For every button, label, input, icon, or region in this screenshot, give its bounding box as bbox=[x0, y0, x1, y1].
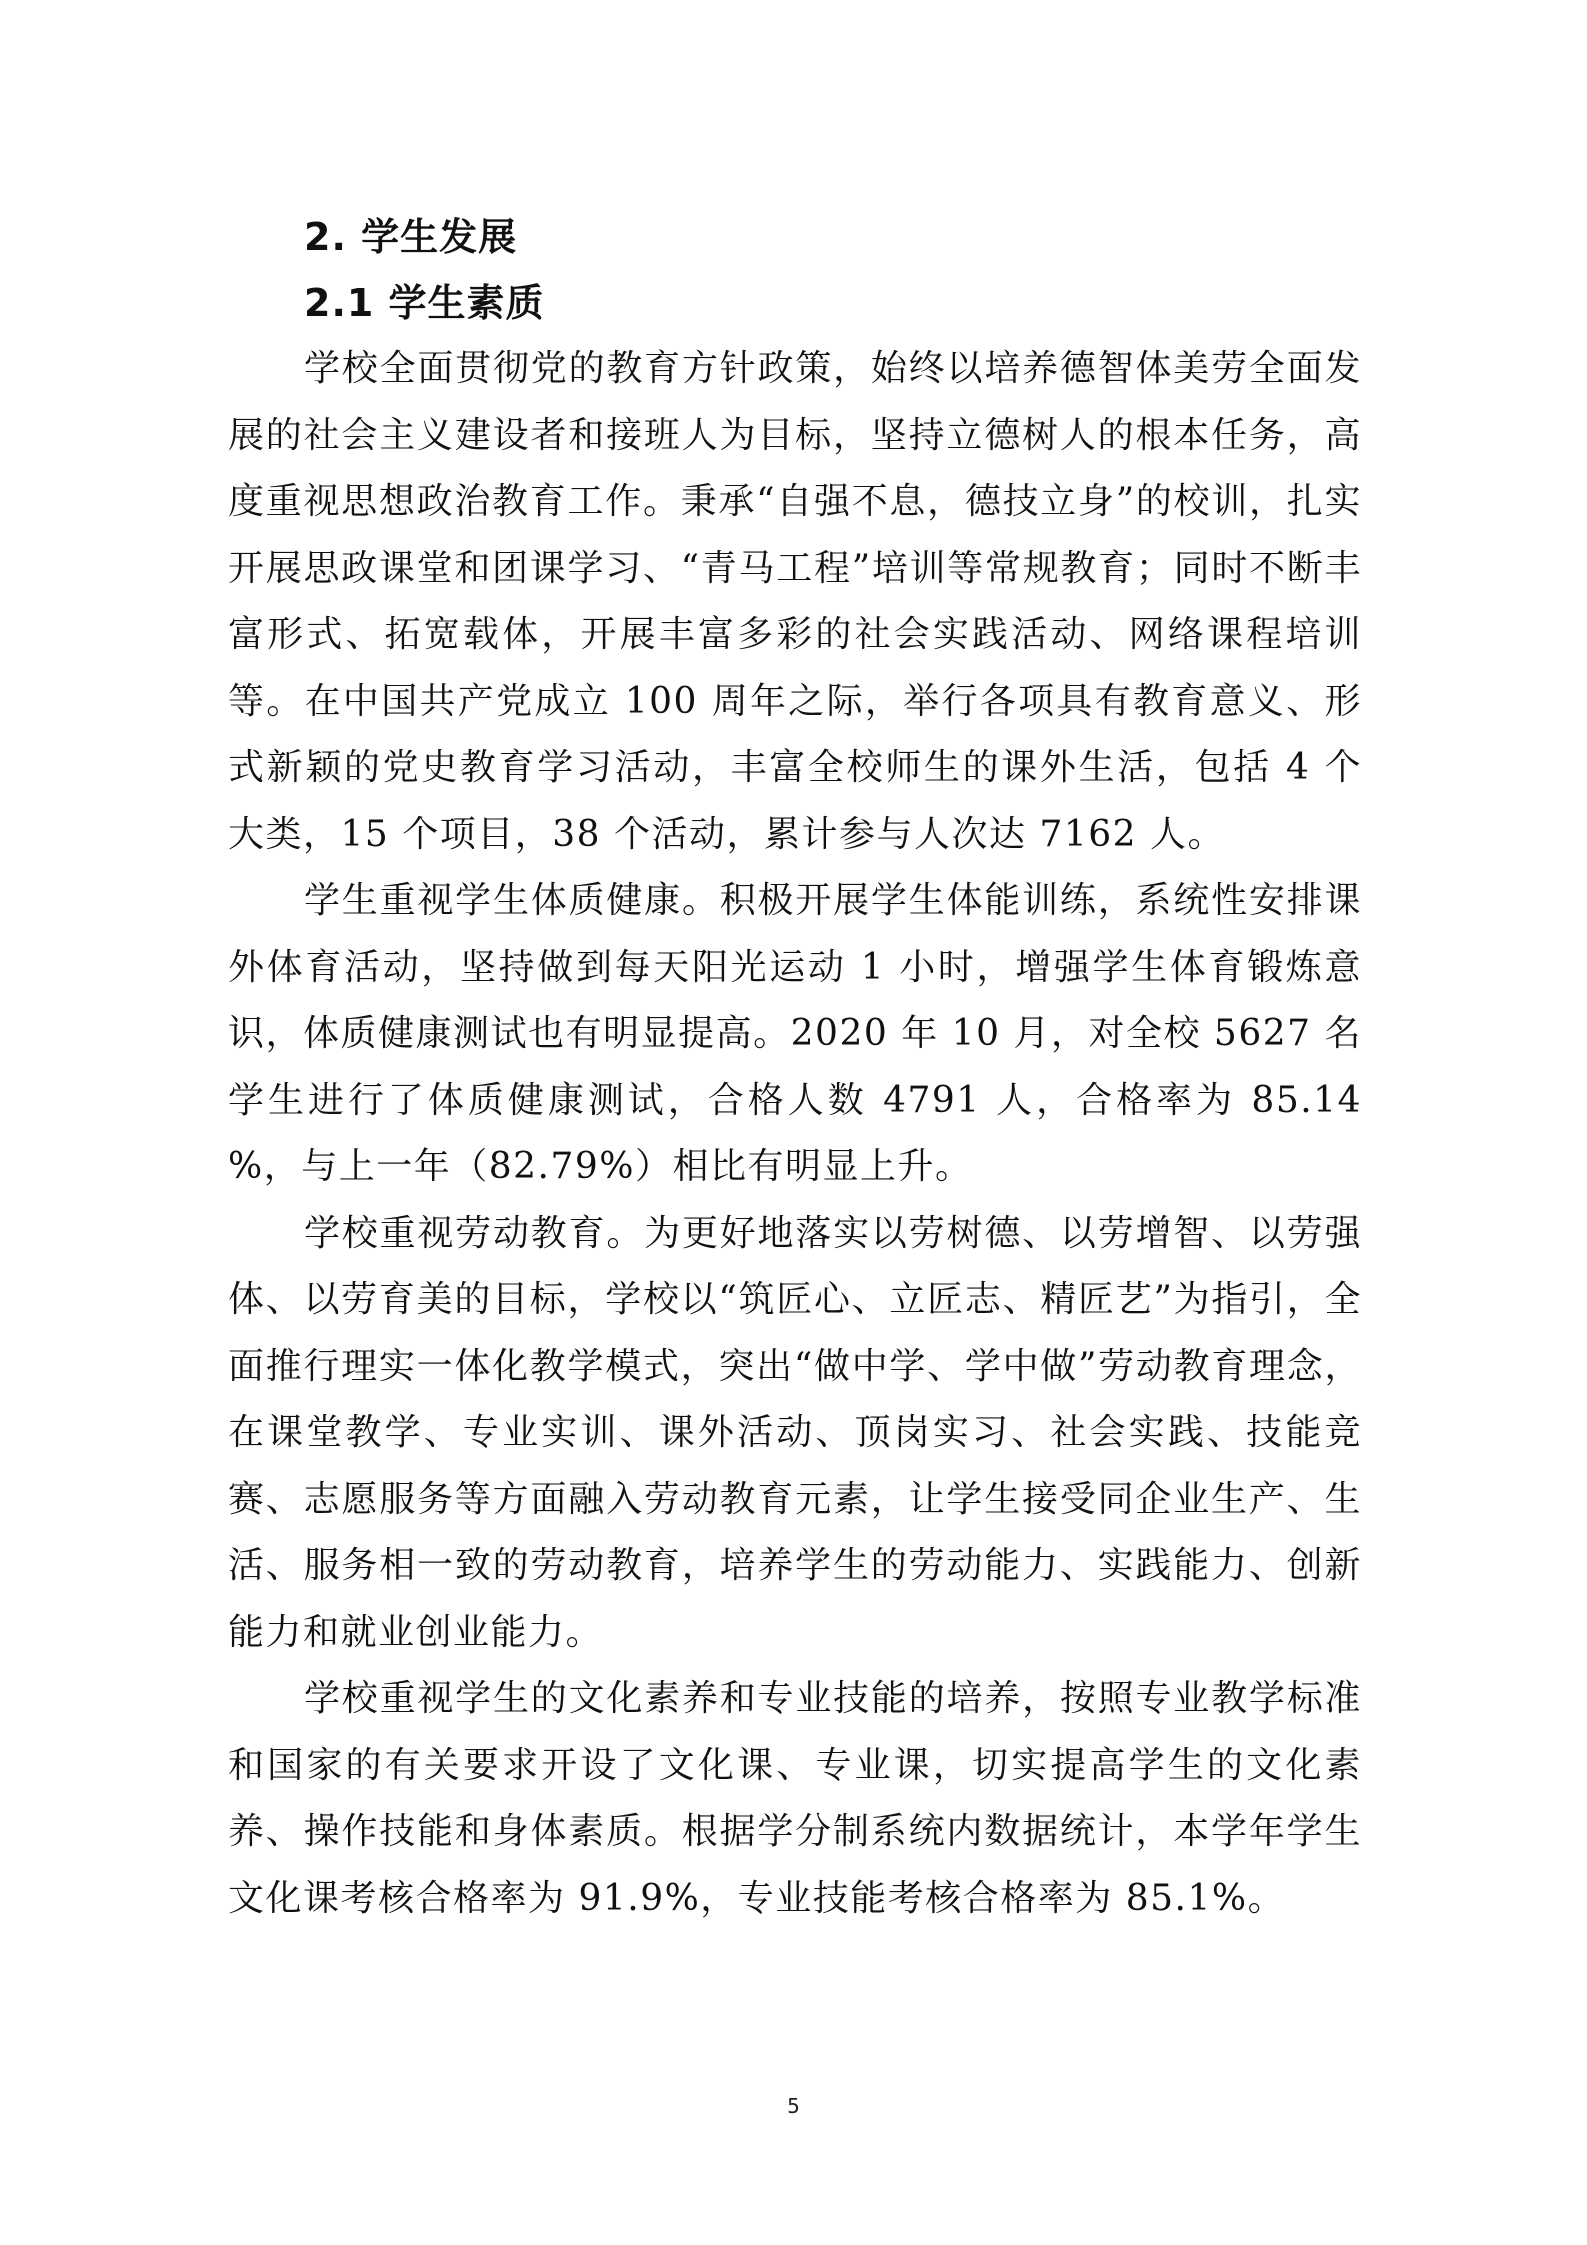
paragraph-ideological-education: 学校全面贯彻党的教育方针政策，始终以培养德智体美劳全面发展的社会主义建设者和接班人为目标，坚持立德树人的根本任务，高度重视思想政治教育工作。秉承“自强不息，德技立身”的校训，扎实开展思政课堂和团课学习、“青马工程”培训等常规教育；同时不断丰富形式、拓宽载体，开展丰富多彩的社会实践活动、网络课程培训等。在中国共产党成立 100 周年之际，举行各项具有教育意义、形式新颖的党史教育学习活动，丰富全校师生的课外生活，包括 4 个大类，15 个项目，38 个活动，累计参与人次达 7162 人。 bbox=[228, 348, 1362, 855]
paragraph-culture-skills: 学校重视学生的文化素养和专业技能的培养，按照专业教学标准和国家的有关要求开设了文化课、专业课，切实提高学生的文化素养、操作技能和身体素质。根据学分制系统内数据统计，本学年学生文化课考核合格率为 91.9%，专业技能考核合格率为 85.1%。 bbox=[228, 1678, 1362, 1919]
paragraph-labor-education: 学校重视劳动教育。为更好地落实以劳树德、以劳增智、以劳强体、以劳育美的目标，学校以“筑匠心、立匠志、精匠艺”为指引，全面推行理实一体化教学模式，突出“做中学、学中做”劳动教育理念，在课堂教学、专业实训、课外活动、顶岗实习、社会实践、技能竞赛、志愿服务等方面融入劳动教育元素，让学生接受同企业生产、生活、服务相一致的劳动教育，培养学生的劳动能力、实践能力、创新能力和就业创业能力。 bbox=[228, 1212, 1362, 1653]
paragraph-physical-health: 学生重视学生体质健康。积极开展学生体能训练，系统性安排课外体育活动，坚持做到每天阳光运动 1 小时，增强学生体育锻炼意识，体质健康测试也有明显提高。2020 年 10 月，对全校 5627 名学生进行了体质健康测试，合格人数 4791 人，合格率为 85.14 %，与上一年（82.79%）相比有明显上升。 bbox=[228, 880, 1362, 1187]
page-number: 5 bbox=[787, 2094, 800, 2118]
section-heading: 2. 学生发展 bbox=[304, 215, 518, 259]
page-content bbox=[228, 204, 1362, 1932]
subsection-heading: 2.1 学生素质 bbox=[304, 281, 545, 325]
